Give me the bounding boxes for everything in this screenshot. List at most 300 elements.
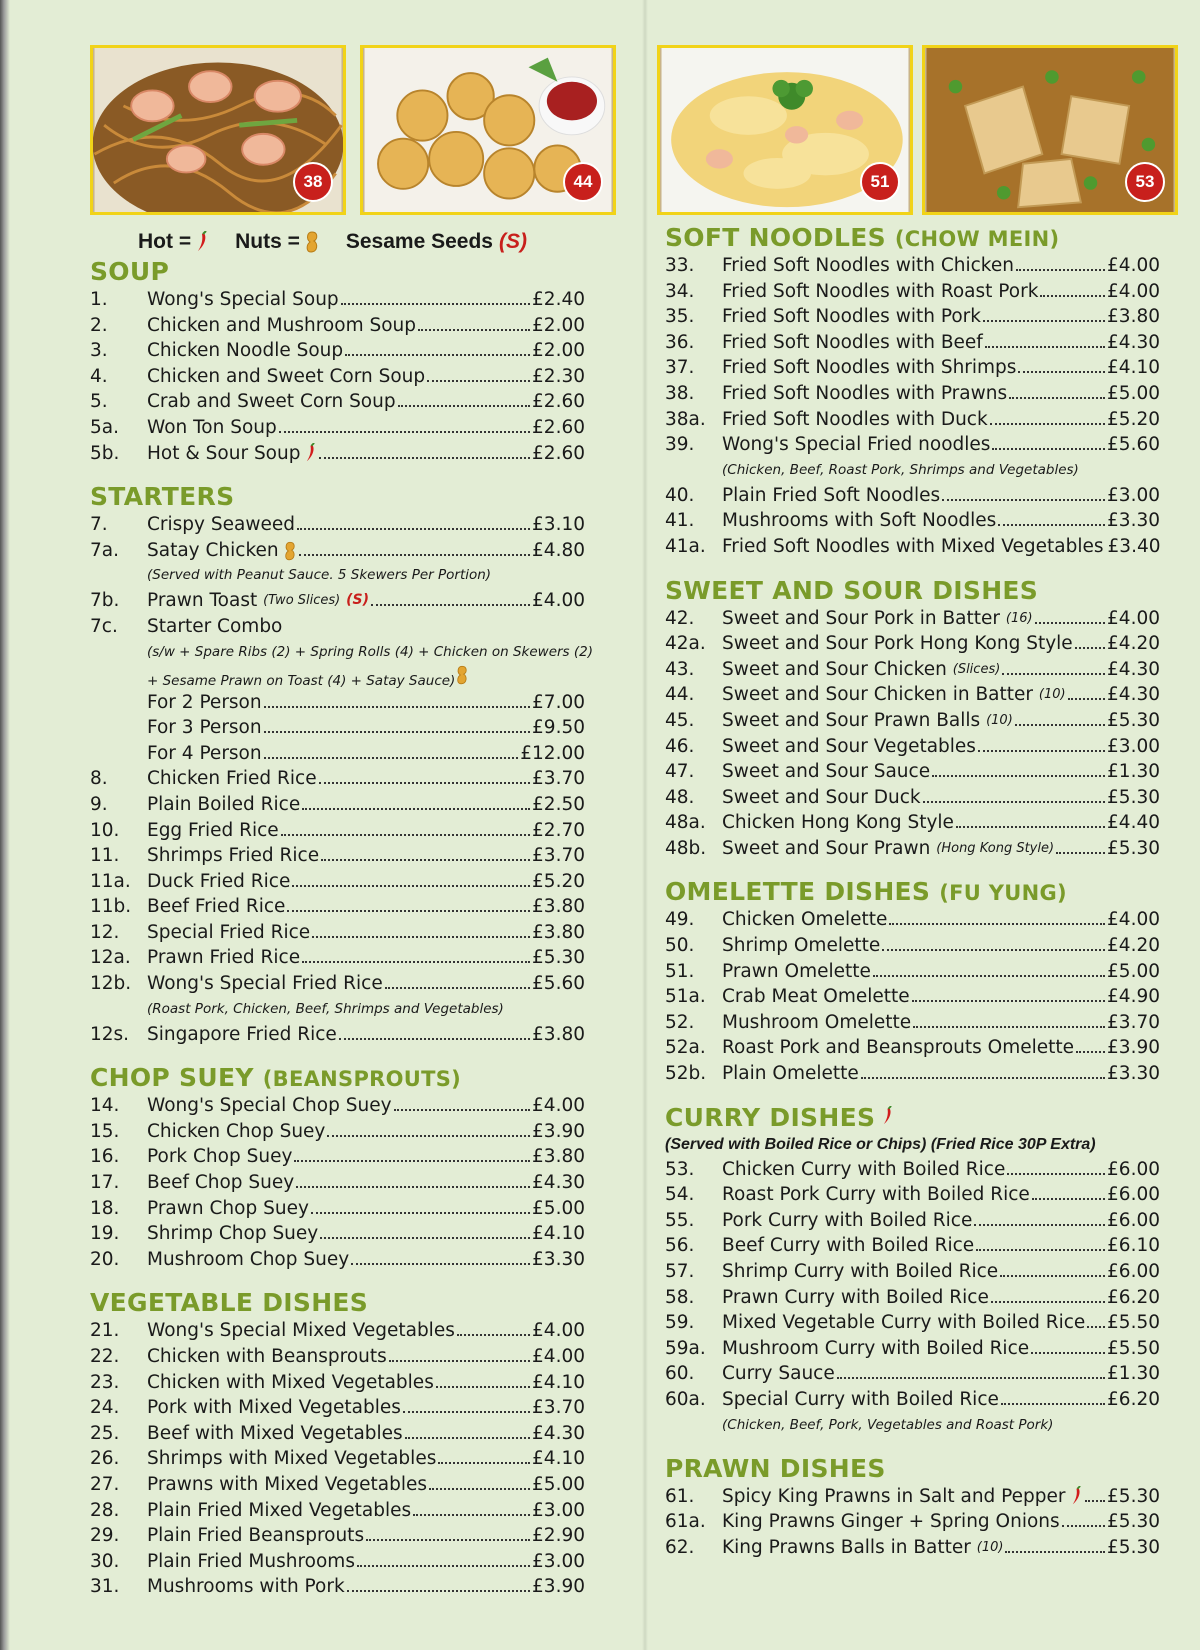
sesame-mark: (S) — [498, 230, 527, 253]
dot-leader — [403, 1410, 530, 1413]
item-name-text: Wong's Special Fried noodles — [722, 434, 991, 456]
item-name-text: Chicken Curry with Boiled Rice — [722, 1158, 1006, 1180]
item-price: £5.00 — [532, 1473, 585, 1495]
item-price: £2.50 — [532, 793, 585, 815]
menu-item — [665, 330, 1160, 356]
item-name — [722, 1484, 1083, 1510]
dot-leader — [1005, 1550, 1105, 1553]
item-name — [147, 415, 277, 441]
item-number: 58. — [665, 1286, 695, 1308]
item-price: £4.00 — [532, 1320, 585, 1342]
item-number: 45. — [665, 709, 695, 731]
chili-icon — [304, 443, 317, 463]
photo-omelette — [657, 45, 913, 215]
section-title-text: SOUP — [90, 257, 170, 286]
chili-icon — [1070, 1486, 1083, 1506]
item-price: £4.10 — [532, 1371, 585, 1393]
item-note-text: (Chicken, Beef, Roast Pork, Shrimps and Vegetables) — [722, 461, 1079, 478]
item-name-text: Singapore Fried Rice — [147, 1023, 337, 1045]
item-number: 2. — [90, 314, 108, 336]
menu-item — [665, 1035, 1160, 1061]
menu-item — [90, 614, 585, 640]
menu-section — [90, 256, 585, 466]
item-number: 16. — [90, 1146, 120, 1168]
item-name-text: Prawns with Mixed Vegetables — [147, 1473, 427, 1495]
item-price: £3.70 — [1107, 1011, 1160, 1033]
photo-chicken-balls — [360, 45, 616, 215]
item-name-text: Pork with Mixed Vegetables — [147, 1397, 401, 1419]
legend-hot-label: Hot = — [138, 230, 192, 253]
item-note-text: (s/w + Spare Ribs (2) + Spring Rolls (4) + Chicken on Skewers (2) — [147, 643, 593, 660]
dot-leader — [861, 1076, 1105, 1079]
item-price: £4.30 — [532, 1422, 585, 1444]
item-number: 39. — [665, 434, 695, 456]
item-name — [722, 606, 1033, 632]
item-number: 5b. — [90, 442, 120, 464]
section-title-text: SWEET AND SOUR DISHES — [665, 575, 1039, 605]
item-name — [147, 1221, 318, 1247]
item-detail: (10) — [976, 1539, 1004, 1555]
item-name-text: Mushrooms with Soft Noodles — [722, 510, 997, 532]
item-price: £5.60 — [1107, 434, 1160, 456]
item-price: £1.30 — [1107, 761, 1160, 783]
menu-item — [665, 381, 1160, 407]
item-name — [147, 818, 279, 844]
dot-leader — [389, 1359, 530, 1362]
menu-item — [90, 287, 585, 313]
dot-leader — [873, 974, 1105, 977]
item-name — [722, 1010, 911, 1036]
dot-leader — [436, 1385, 530, 1388]
item-name-text: Hot & Sour Soup — [147, 442, 301, 464]
dot-leader — [837, 1376, 1105, 1379]
item-name — [147, 512, 295, 538]
item-price: £2.70 — [532, 819, 585, 841]
menu-item — [665, 432, 1160, 458]
item-name-text: Wong's Special Chop Suey — [147, 1095, 392, 1117]
item-price: £5.30 — [1107, 786, 1160, 808]
menu-item — [90, 338, 585, 364]
item-name-text: Chicken Noodle Soup — [147, 340, 344, 362]
item-name-text: Sweet and Sour Vegetables — [722, 735, 976, 757]
item-name-text: Special Fried Rice — [147, 921, 311, 943]
menu-item — [90, 1523, 585, 1549]
item-price: £9.50 — [532, 717, 585, 739]
item-name — [147, 588, 369, 614]
item-number: 25. — [90, 1422, 120, 1444]
menu-item — [90, 1344, 585, 1370]
item-number: 7b. — [90, 590, 120, 612]
section-title — [90, 481, 585, 512]
item-name — [722, 759, 930, 785]
menu-section — [90, 481, 593, 1047]
menu-item — [665, 959, 1160, 985]
item-name-text: Mixed Vegetable Curry with Boiled Rice — [722, 1312, 1086, 1334]
dot-leader — [1018, 370, 1105, 373]
dot-leader — [985, 345, 1105, 348]
menu-section — [90, 1287, 585, 1600]
item-price: £3.80 — [532, 1023, 585, 1045]
item-name — [722, 1285, 989, 1311]
menu-item — [90, 690, 585, 716]
menu-section — [665, 222, 1160, 560]
item-price: £3.70 — [532, 768, 585, 790]
item-price: £3.00 — [532, 1499, 585, 1521]
item-name — [722, 1336, 1029, 1362]
dot-leader — [264, 705, 530, 708]
item-name — [722, 1535, 1003, 1561]
item-price: £4.00 — [532, 1346, 585, 1367]
item-price: £2.60 — [532, 442, 585, 464]
item-name — [147, 338, 343, 364]
item-name — [722, 1157, 1005, 1183]
dot-leader — [351, 1262, 530, 1265]
item-name-text: Mushroom Chop Suey — [147, 1248, 350, 1270]
dot-leader — [882, 948, 1105, 951]
item-name-text: Fried Soft Noodles with Duck — [722, 408, 988, 430]
item-price: £5.50 — [1107, 1337, 1160, 1359]
section-title — [665, 1102, 1160, 1133]
item-price: £5.20 — [532, 870, 585, 892]
item-name — [722, 407, 988, 433]
dot-leader — [371, 603, 530, 606]
item-price: £5.20 — [1107, 408, 1160, 430]
item-number: 53. — [665, 1158, 695, 1180]
menu-item — [665, 1310, 1160, 1336]
menu-item — [665, 810, 1160, 836]
dot-leader — [1087, 1325, 1105, 1328]
item-name-text: Sweet and Sour Duck — [722, 786, 921, 808]
item-number: 12s. — [90, 1023, 130, 1045]
item-name-text: Shrimps Fried Rice — [147, 845, 320, 867]
item-name — [147, 1395, 401, 1421]
menu-item — [90, 1318, 585, 1344]
item-price: £3.40 — [1107, 535, 1161, 557]
menu-item — [90, 1022, 585, 1048]
menu-item — [90, 818, 585, 844]
item-number: 27. — [90, 1473, 120, 1495]
item-name-text: Mushroom Curry with Boiled Rice — [722, 1337, 1030, 1359]
item-price: £3.10 — [532, 514, 585, 536]
item-number: 20. — [90, 1248, 120, 1270]
item-price: £5.30 — [1107, 709, 1160, 731]
menu-item — [90, 1144, 585, 1170]
item-price: £2.00 — [532, 314, 585, 336]
item-number: 19. — [90, 1223, 120, 1245]
item-price: £6.00 — [1107, 1184, 1160, 1206]
menu-item — [90, 1421, 585, 1447]
section-title — [90, 1062, 585, 1093]
item-name — [722, 708, 1013, 734]
dot-leader — [990, 422, 1105, 425]
menu-item — [665, 1336, 1160, 1362]
item-name — [722, 1035, 1074, 1061]
item-price: £3.00 — [1107, 735, 1160, 757]
dot-leader — [1032, 1197, 1105, 1200]
item-number: 52a. — [665, 1037, 706, 1059]
dish-number-badge: 53 — [1125, 162, 1165, 202]
menu-section — [90, 1062, 585, 1272]
item-name-text: Prawn Curry with Boiled Rice — [722, 1286, 989, 1308]
item-number: 40. — [665, 484, 695, 506]
item-name-text: Sweet and Sour Pork Hong Kong Style — [722, 633, 1073, 655]
menu-item — [665, 1233, 1160, 1259]
dot-leader — [339, 1037, 530, 1040]
item-price: £4.90 — [1107, 986, 1160, 1008]
dot-leader — [302, 807, 530, 810]
menu-item — [665, 1535, 1160, 1561]
item-name-text: King Prawns Ginger + Spring Onions — [722, 1511, 1060, 1533]
item-price: £4.10 — [532, 1448, 585, 1470]
item-number: 50. — [665, 935, 695, 957]
item-price: £6.00 — [1107, 1158, 1160, 1180]
item-name-text: Chicken with Beansprouts — [147, 1346, 387, 1367]
item-name-text: Spicy King Prawns in Salt and Pepper — [722, 1485, 1066, 1507]
item-price: £4.30 — [1107, 331, 1160, 353]
item-note — [665, 458, 1160, 483]
legend-sesame — [346, 230, 527, 254]
item-price: £4.20 — [1107, 935, 1160, 957]
item-price: £2.00 — [532, 340, 585, 362]
section-note: (Served with Boiled Rice or Chips) (Fried Rice 30P Extra) — [665, 1135, 1096, 1153]
item-number: 59. — [665, 1312, 695, 1334]
item-name — [722, 836, 1054, 862]
menu-item — [90, 1093, 585, 1119]
item-name — [722, 907, 887, 933]
item-number: 42a. — [665, 633, 706, 655]
menu-item — [90, 1370, 585, 1396]
dot-leader — [296, 1185, 530, 1188]
item-number: 26. — [90, 1448, 120, 1470]
menu-item — [90, 766, 585, 792]
item-name-text: Shrimps with Mixed Vegetables — [147, 1448, 437, 1470]
section-title — [665, 1453, 1160, 1484]
dot-leader — [279, 430, 530, 433]
item-number: 28. — [90, 1499, 120, 1521]
dot-leader — [394, 1108, 531, 1111]
menu-item — [90, 715, 585, 741]
section-gap — [665, 1438, 1160, 1453]
item-price: £4.30 — [1107, 658, 1160, 680]
dot-leader — [942, 498, 1105, 501]
peanut-icon — [455, 665, 469, 685]
item-number: 21. — [90, 1320, 120, 1342]
item-number: 31. — [90, 1576, 120, 1598]
item-price: £4.10 — [532, 1223, 585, 1245]
item-name-text: Prawn Fried Rice — [147, 947, 301, 969]
menu-item — [665, 1010, 1160, 1036]
item-price: £5.00 — [532, 1197, 585, 1219]
dot-leader — [1007, 1172, 1105, 1175]
item-name-text: Pork Curry with Boiled Rice — [722, 1209, 973, 1231]
menu-item — [90, 538, 585, 564]
item-detail: (10) — [986, 712, 1013, 728]
menu-item — [665, 785, 1160, 811]
item-name — [722, 304, 981, 330]
item-number: 11. — [90, 845, 120, 867]
item-name — [722, 534, 1104, 560]
item-number: 17. — [90, 1172, 120, 1194]
item-name-text: Plain Boiled Rice — [147, 793, 301, 815]
menu-item — [665, 1182, 1160, 1208]
item-number: 15. — [90, 1120, 120, 1142]
item-name — [722, 933, 880, 959]
dot-leader — [978, 749, 1105, 752]
item-price: £4.30 — [1107, 684, 1160, 706]
section-gap — [665, 1087, 1160, 1102]
dot-leader — [1068, 697, 1105, 700]
item-note-text: + Sesame Prawn on Toast (4) + Satay Sauce) — [147, 672, 456, 689]
menu-item — [665, 1361, 1160, 1387]
item-price: £3.70 — [532, 845, 585, 867]
item-number: 30. — [90, 1550, 120, 1572]
item-name-text: Shrimp Curry with Boiled Rice — [722, 1261, 999, 1282]
menu-item — [665, 1484, 1160, 1510]
item-number: 7c. — [90, 615, 118, 637]
item-name-text: Fried Soft Noodles with Pork — [722, 306, 981, 328]
item-name — [147, 614, 282, 640]
item-price: £3.30 — [1107, 510, 1160, 532]
item-number: 60a. — [665, 1388, 706, 1410]
item-number: 35. — [665, 306, 695, 328]
dot-leader — [311, 1211, 530, 1214]
item-price: £2.30 — [532, 365, 585, 387]
menu-item — [90, 1247, 585, 1273]
item-name — [147, 1574, 345, 1600]
dot-leader — [998, 523, 1105, 526]
item-number: 59a. — [665, 1337, 706, 1359]
item-number: 23. — [90, 1371, 120, 1393]
item-name-text: Shrimp Omelette — [722, 935, 881, 957]
item-number: 29. — [90, 1525, 120, 1547]
item-name-text: Sweet and Sour Sauce — [722, 761, 931, 783]
item-name — [722, 682, 1066, 708]
item-number: 1. — [90, 289, 108, 310]
menu-item — [90, 1549, 585, 1575]
item-price: £6.00 — [1107, 1209, 1160, 1231]
menu-item — [665, 907, 1160, 933]
item-name-text: Plain Fried Mushrooms — [147, 1550, 355, 1572]
item-price: £4.00 — [532, 590, 585, 612]
section-gap — [90, 1272, 585, 1287]
item-name-text: Shrimp Chop Suey — [147, 1223, 319, 1245]
item-name — [722, 355, 1016, 381]
item-name — [147, 792, 300, 818]
dot-leader — [341, 302, 530, 305]
item-name-text: For 4 Person — [147, 742, 262, 764]
item-price: £3.90 — [532, 1120, 585, 1142]
item-name — [722, 1361, 835, 1387]
item-name-text: Sweet and Sour Chicken in Batter — [722, 684, 1033, 706]
item-name — [147, 1446, 436, 1472]
item-number: 38a. — [665, 408, 706, 430]
section-title-text: OMELETTE DISHES — [665, 877, 931, 907]
item-name — [722, 657, 1000, 683]
section-title-text: SOFT NOODLES — [665, 223, 886, 252]
item-price: £3.00 — [532, 1550, 585, 1572]
item-price: £4.10 — [1107, 357, 1160, 379]
item-price: £6.00 — [1107, 1261, 1160, 1282]
item-price: £3.30 — [1107, 1063, 1160, 1085]
item-name-text: Chicken and Sweet Corn Soup — [147, 365, 426, 387]
item-number: 14. — [90, 1095, 120, 1117]
allergen-legend — [138, 230, 553, 254]
item-number: 3. — [90, 340, 108, 362]
item-name-text: Plain Fried Mixed Vegetables — [147, 1499, 412, 1521]
item-name — [722, 432, 990, 458]
item-name-text: Crab and Sweet Corn Soup — [147, 391, 396, 413]
item-name-text: Fried Soft Noodles with Beef — [722, 331, 983, 353]
menu-item — [90, 945, 585, 971]
item-number: 18. — [90, 1197, 120, 1219]
dot-leader — [1009, 396, 1105, 399]
item-number: 42. — [665, 607, 695, 629]
item-name — [722, 253, 1014, 279]
item-name-text: Curry Sauce — [722, 1363, 835, 1385]
item-name-text: Sweet and Sour Pork in Batter — [722, 607, 1001, 629]
item-note-text: (Served with Peanut Sauce. 5 Skewers Per Portion) — [147, 567, 492, 584]
item-name-text: Plain Fried Beansprouts — [147, 1525, 365, 1547]
item-number: 5a. — [90, 416, 119, 438]
item-price: £4.30 — [532, 1172, 585, 1194]
dot-leader — [281, 833, 530, 836]
item-name — [722, 984, 910, 1010]
menu-section — [665, 876, 1160, 1086]
menu-item — [90, 1472, 585, 1498]
menu-item — [665, 1208, 1160, 1234]
dot-leader — [889, 922, 1105, 925]
dot-leader — [299, 553, 530, 556]
item-note-text: (Chicken, Beef, Pork, Vegetables and Roast Pork) — [722, 1416, 1054, 1433]
item-note — [90, 665, 585, 690]
item-name-text: Sweet and Sour Prawn — [722, 837, 931, 859]
item-name — [722, 508, 996, 534]
dot-leader — [429, 1487, 530, 1490]
section-subtitle: (BEANSPROUTS) — [262, 1067, 462, 1092]
item-name — [147, 1498, 411, 1524]
item-name — [147, 1344, 387, 1370]
item-name — [722, 785, 921, 811]
item-name — [722, 631, 1073, 657]
item-price: £4.40 — [1107, 812, 1160, 834]
peanut-icon — [283, 541, 297, 561]
section-title-text: STARTERS — [90, 482, 235, 512]
section-title — [90, 1287, 585, 1318]
item-name-text: Prawn Chop Suey — [147, 1197, 309, 1219]
menu-item — [665, 708, 1160, 734]
section-title — [665, 222, 1160, 253]
dot-leader — [1035, 621, 1105, 624]
dot-leader — [319, 781, 530, 784]
item-price: £4.00 — [1107, 255, 1160, 276]
item-number: 24. — [90, 1397, 120, 1419]
chili-icon — [195, 231, 209, 253]
item-name-text: Fried Soft Noodles with Prawns — [722, 382, 1008, 404]
photo-curry — [922, 45, 1178, 215]
menu-item — [90, 971, 585, 997]
item-number: 43. — [665, 658, 695, 680]
item-name — [147, 441, 317, 467]
item-price: £5.50 — [1107, 1312, 1160, 1334]
item-note — [90, 563, 585, 588]
dot-leader — [1031, 1351, 1105, 1354]
section-title — [665, 575, 1160, 606]
menu-item — [90, 415, 585, 441]
dot-leader — [913, 1025, 1105, 1028]
item-name — [147, 1144, 292, 1170]
item-name — [722, 1387, 999, 1413]
item-price: £3.80 — [532, 896, 585, 918]
